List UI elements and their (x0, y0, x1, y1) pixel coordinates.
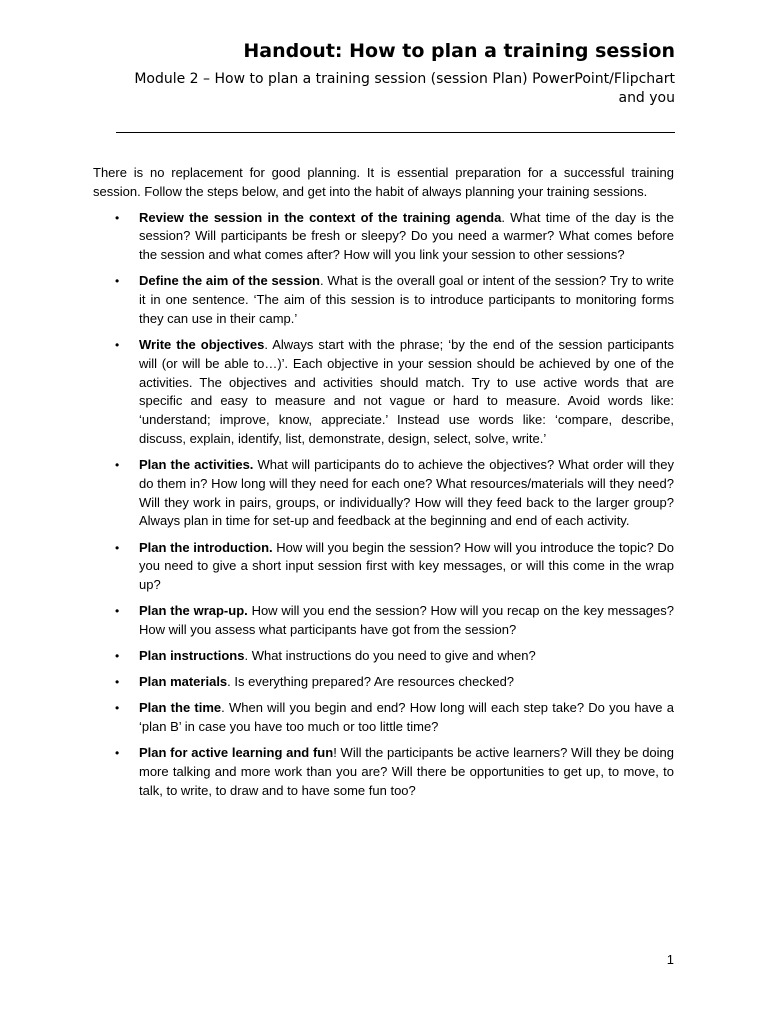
document-body (93, 164, 674, 808)
bullet-icon: • (115, 604, 120, 619)
step-title: Plan the introduction. (139, 539, 273, 555)
step-title: Write the objectives (139, 336, 265, 352)
page-subtitle: Module 2 – How to plan a training session (session Plan) PowerPoint/Flipchart and you (134, 71, 675, 106)
step-text: . What instructions do you need to give and when? (244, 648, 536, 664)
step-title: Review the session in the context of the training agenda (139, 209, 502, 225)
step-title: Plan materials (139, 674, 228, 690)
step-text: How will you begin the session? How will you introduce the topic? Do you need to give a short input session first with key messages, or will this come in the wrap up? (139, 539, 674, 593)
list-item (93, 647, 674, 666)
page-title: Handout: How to plan a training session (243, 40, 675, 62)
step-title: Plan the time (139, 700, 222, 716)
bullet-icon: • (115, 540, 120, 555)
page-header (116, 38, 675, 108)
bullet-icon: • (115, 649, 120, 664)
step-text: . Is everything prepared? Are resources checked? (227, 674, 515, 690)
step-title: Define the aim of the session (139, 273, 320, 289)
list-item (93, 699, 674, 737)
list-item (93, 209, 674, 265)
bullet-icon: • (115, 337, 120, 352)
step-text: . What is the overall goal or intent of the session? Try to write it in one sentence. ‘The aim of this session is to introduce participants to monitoring forms they can use in their camp.’ (139, 273, 675, 326)
list-item (93, 336, 674, 449)
list-item (93, 456, 674, 531)
step-title: Plan instructions (139, 648, 245, 664)
list-item (93, 673, 674, 692)
header-divider (116, 132, 675, 133)
step-text: . When will you begin and end? How long will each step take? Do you have a ‘plan B’ in case you have too much or too little time? (139, 700, 674, 735)
bullet-icon: • (115, 701, 120, 716)
step-text: How will you end the session? How will you recap on the key messages? How will you assess what participants have got from the session? (139, 603, 674, 638)
step-text: What will participants do to achieve the objectives? What order will they do them in? How long will they need for each one? What resources/materials will they need? Will they work in pairs, groups, or individually? How will they feed back to the larger group? Always plan in time for set-up and feedback at the beginning and end of each activity. (139, 457, 674, 529)
step-text: . What time of the day is the session? Will participants be fresh or sleepy? Do you need a warmer? What comes before the session and what comes after? How will you link your session to other sessions? (139, 209, 674, 263)
bullet-icon: • (115, 458, 120, 473)
step-title: Plan the wrap-up. (139, 603, 248, 619)
step-text: . Always start with the phrase; ‘by the end of the session participants will (or will be able to…)’. Each objective in your session should be achieved by one of the activities. The objectives and activities should match. Try to use active words that are specific and easy to measure and not vague or hard to measure. Avoid words like: ‘understand; improve, know, appreciate.’ Instead use words like: ‘compare, describe, discuss, explain, identify, list, demonstrate, design, select, solve, write.’ (139, 336, 674, 446)
list-item (93, 272, 674, 328)
bullet-icon: • (115, 746, 120, 761)
intro-paragraph: There is no replacement for good planning. It is essential preparation for a successful training session. Follow the steps below, and get into the habit of always planning your training sessions. (93, 165, 674, 199)
step-title: Plan for active learning and fun (139, 745, 334, 761)
step-title: Plan the activities. (139, 457, 254, 473)
list-item (93, 744, 674, 800)
bullet-icon: • (115, 210, 120, 225)
bullet-icon: • (115, 274, 120, 289)
planning-steps-list (93, 209, 674, 801)
list-item (93, 602, 674, 640)
bullet-icon: • (115, 675, 120, 690)
step-text: ! Will the participants be active learners? Will they be doing more talking and more work than you are? Will there be opportunities to get up, to move, to talk, to write, to draw and to have some fun too? (139, 745, 675, 798)
page-number: 1 (666, 952, 674, 967)
list-item (93, 539, 674, 595)
